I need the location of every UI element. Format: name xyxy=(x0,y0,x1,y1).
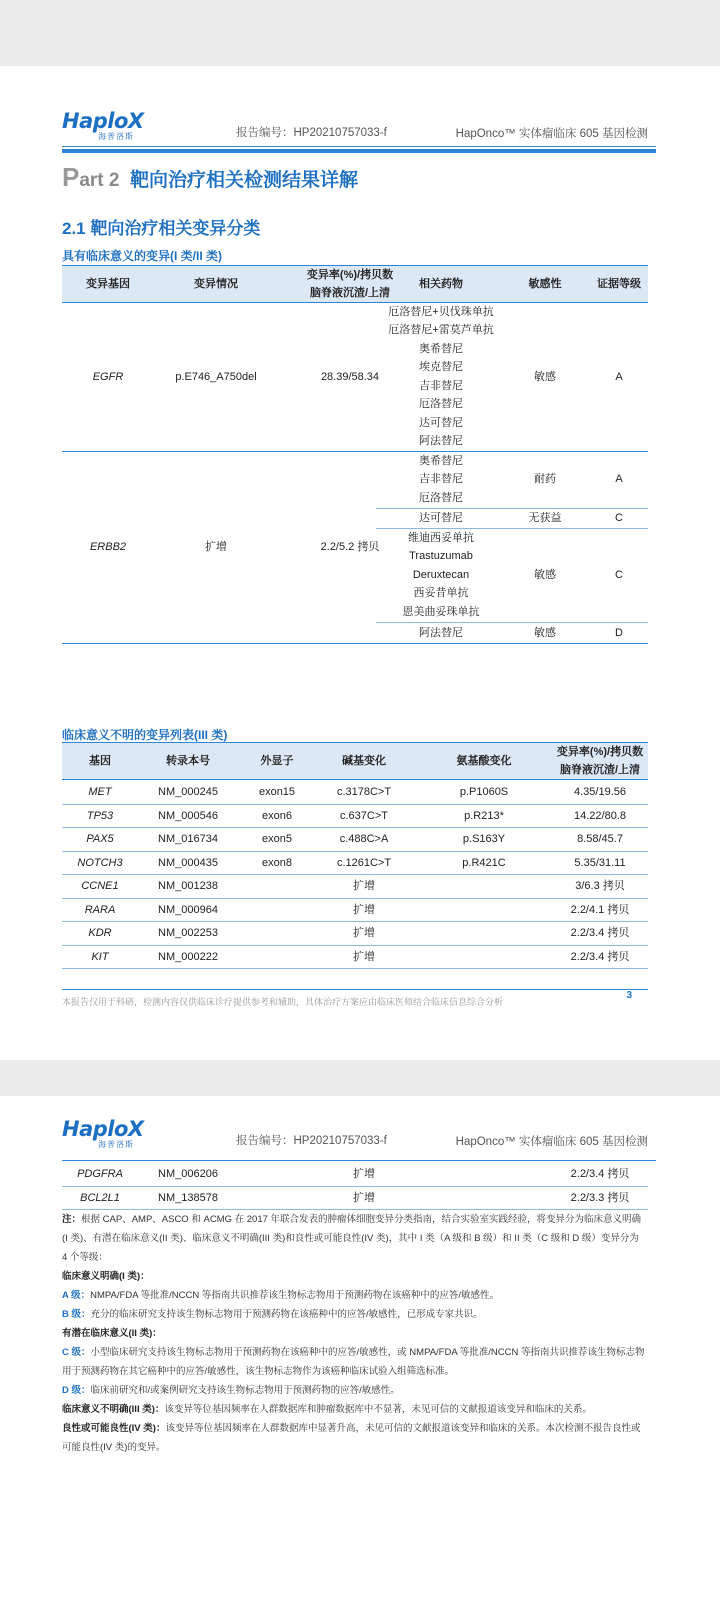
row-divider xyxy=(62,898,648,899)
cell-transcript: NM_001238 xyxy=(158,880,218,892)
subrow-divider xyxy=(376,622,648,623)
cell-rate: 2.2/3.4 拷贝 xyxy=(570,950,630,963)
page-header xyxy=(62,110,656,152)
page-header xyxy=(62,1118,656,1160)
header-divider-thin xyxy=(62,1160,656,1161)
haplox-logo xyxy=(62,110,152,146)
cell-aa-change: p.S163Y xyxy=(462,833,506,845)
erbb2-gene: ERBB2 xyxy=(89,541,127,553)
erbb2-drug: 西妥昔单抗 xyxy=(413,587,469,599)
cell-gene: KDR xyxy=(88,927,112,939)
egfr-drug: 吉非替尼 xyxy=(419,380,463,392)
th-variant: 变异情况 xyxy=(194,278,238,290)
cat4-title: 良性或可能良性(IV 类)： xyxy=(62,1423,166,1434)
cell-exon: exon8 xyxy=(262,856,292,869)
cell-base-change: 扩增 xyxy=(353,950,375,963)
erbb2-drug: 恩美曲妥珠单抗 xyxy=(402,606,480,618)
part-title-initial: P xyxy=(62,162,80,192)
cell-transcript: NM_000435 xyxy=(158,856,218,869)
grade-b-label: B 级： xyxy=(62,1309,91,1320)
part-title-number: art 2 xyxy=(79,170,120,191)
egfr-drug: 埃克替尼 xyxy=(419,361,463,373)
egfr-drug: 阿法替尼 xyxy=(419,435,463,447)
cell-rate: 5.35/31.11 xyxy=(574,856,626,869)
cell-base-change: c.1261C>T xyxy=(336,856,392,869)
th-base-change: 碱基变化 xyxy=(342,755,386,767)
egfr-drug: 厄洛替尼 xyxy=(419,398,463,410)
erbb2-drug: 阿法替尼 xyxy=(419,627,463,639)
erbb2-drug: 奥希替尼 xyxy=(419,455,463,467)
egfr-drug: 达可替尼 xyxy=(419,417,463,429)
cell-transcript: NM_016734 xyxy=(158,833,218,845)
cell-rate: 2.2/3.4 拷贝 xyxy=(570,927,630,939)
cell-rate: 4.35/19.56 xyxy=(574,786,626,798)
table-bottom-border xyxy=(62,643,648,644)
cell-transcript: NM_000964 xyxy=(158,903,218,916)
cell-gene: RARA xyxy=(84,903,116,916)
cell-transcript: NM_000546 xyxy=(158,809,218,822)
cell-gene: BCL2L1 xyxy=(80,1191,120,1204)
cell-exon: exon15 xyxy=(258,786,296,798)
erbb2-grade: C xyxy=(615,569,623,581)
row-divider xyxy=(62,921,648,922)
row-divider xyxy=(62,827,648,828)
footer-divider xyxy=(62,989,648,990)
cell-gene: MET xyxy=(88,786,112,798)
cell-base-change: 扩增 xyxy=(353,903,375,916)
part-title-text: 靶向治疗相关检测结果详解 xyxy=(130,170,359,191)
cat3-text: 该变异等位基因频率在人群数据库和肿瘤数据库中不显著，未见可信的文献报道该变异和临床的关系。 xyxy=(164,1404,592,1415)
haplox-logo xyxy=(62,1118,152,1154)
th-aa-change: 氨基酸变化 xyxy=(456,755,512,767)
cell-base-change: c.3178C>T xyxy=(336,786,392,798)
cell-base-change: 扩增 xyxy=(353,1168,375,1180)
part-title xyxy=(62,162,358,193)
erbb2-sensitivity: 敏感 xyxy=(534,569,556,581)
row-divider xyxy=(62,1186,648,1187)
th-transcript: 转录本号 xyxy=(166,755,210,767)
grade-b-text: 充分的临床研究支持该生物标志物用于预测药物在该癌种中的应答/敏感性，已形成专家共识。 xyxy=(90,1309,483,1320)
erbb2-grade: C xyxy=(615,512,623,524)
th-gene: 基因 xyxy=(89,755,111,767)
cell-transcript: NM_006206 xyxy=(158,1168,218,1180)
note-label: 注： xyxy=(62,1214,82,1225)
cell-rate: 2.2/3.4 拷贝 xyxy=(570,1168,630,1180)
th-rate-line2: 脑脊液沉渣/上清 xyxy=(559,764,641,776)
erbb2-rate: 2.2/5.2 拷贝 xyxy=(320,541,380,553)
cell-rate: 2.2/4.1 拷贝 xyxy=(570,903,630,916)
header-divider-thick xyxy=(62,149,656,153)
footer-disclaimer: 本报告仅用于科研，检测内容仅供临床诊疗提供参考和辅助，具体治疗方案应由临床医师结合临床信息综合分析 xyxy=(62,997,504,1007)
row-divider xyxy=(62,451,648,452)
cell-transcript: NM_138578 xyxy=(158,1191,218,1204)
cell-gene: KIT xyxy=(91,950,109,963)
logo-text: HaploX xyxy=(62,1117,144,1141)
grade-d-label: D 级： xyxy=(62,1385,91,1396)
cell-base-change: 扩增 xyxy=(353,927,375,939)
th-exon: 外显子 xyxy=(260,755,294,767)
cell-rate: 8.58/45.7 xyxy=(577,833,623,845)
th-rate xyxy=(552,742,648,780)
egfr-rate: 28.39/58.34 xyxy=(320,371,380,383)
note-text: 根据 CAP、AMP、ASCO 和 ACMG 在 2017 年联合发表的肿瘤体细胞变异分类指南，结合实验室实践经验，将变异分为临床意义明确(I 类)、有潜在临床意义(II 类)、临床意义不明确(III 类)和良性或可能良性(IV 类)，其中 I 类（A 级和 B 级）和 II 类（C 级和 D 级）变异分为 4 个等级： xyxy=(62,1214,642,1263)
cell-exon: exon5 xyxy=(262,833,292,845)
erbb2-sensitivity: 敏感 xyxy=(534,627,556,639)
egfr-gene: EGFR xyxy=(92,371,124,383)
row-divider xyxy=(62,968,648,969)
row-divider xyxy=(62,874,648,875)
cat2-title: 有潜在临床意义(II 类)： xyxy=(62,1328,162,1339)
cell-rate: 2.2/3.3 拷贝 xyxy=(570,1191,630,1204)
cell-gene: PDGFRA xyxy=(77,1168,123,1180)
cell-gene: CCNE1 xyxy=(81,880,119,892)
egfr-drug: 厄洛替尼+贝伐珠单抗 xyxy=(388,306,494,318)
erbb2-drug: 达可替尼 xyxy=(419,512,463,524)
cat3-title: 临床意义不明确(III 类)： xyxy=(62,1404,165,1415)
erbb2-drug: Deruxtecan xyxy=(412,569,470,581)
cell-transcript: NM_000245 xyxy=(158,786,218,798)
th-rate-line1: 变异率(%)/拷贝数 xyxy=(306,269,394,281)
report-page-1 xyxy=(0,66,720,1060)
report-number: 报告编号：HP20210757033-f xyxy=(236,1135,387,1147)
erbb2-drug: 维迪西妥单抗 xyxy=(408,532,474,544)
erbb2-grade: A xyxy=(615,473,623,485)
erbb2-variant: 扩增 xyxy=(205,541,227,553)
th-grade: 证据等级 xyxy=(597,278,641,290)
cell-gene: NOTCH3 xyxy=(77,856,123,869)
th-rate-line2: 脑脊液沉渣/上清 xyxy=(309,287,391,299)
logo-subtext: 海普洛斯 xyxy=(98,132,134,141)
cell-aa-change: p.R421C xyxy=(462,856,506,869)
egfr-drug: 奥希替尼 xyxy=(419,343,463,355)
logo-subtext: 海普洛斯 xyxy=(98,1140,134,1149)
cell-transcript: NM_002253 xyxy=(158,927,218,939)
cell-gene: TP53 xyxy=(86,809,114,822)
grade-a-label: A 级： xyxy=(62,1290,91,1301)
product-name: HapOnco™ 实体瘤临床 605 基因检测 xyxy=(455,1136,648,1148)
table1-subtitle: 具有临床意义的变异(I 类/II 类) xyxy=(62,249,222,263)
cell-base-change: c.637C>T xyxy=(340,809,388,822)
cat1-title: 临床意义明确(I 类)： xyxy=(62,1271,150,1282)
cell-aa-change: p.R213* xyxy=(464,809,504,822)
row-divider xyxy=(62,851,648,852)
cell-exon: exon6 xyxy=(262,809,292,822)
grade-d-text: 临床前研究和/或案例研究支持该生物标志物用于预测药物的应答/敏感性。 xyxy=(90,1385,400,1396)
erbb2-drug: Trastuzumab xyxy=(409,550,473,562)
report-page-2 xyxy=(0,1096,720,1600)
report-number: 报告编号：HP20210757033-f xyxy=(236,127,387,139)
cat4-text: 该变异等位基因频率在人群数据库中显著升高，未见可信的文献报道该变异和临床的关系。本次检测不报告良性或可能良性(IV 类)的变异。 xyxy=(62,1423,641,1453)
row-divider xyxy=(62,945,648,946)
egfr-variant: p.E746_A750del xyxy=(175,371,257,383)
page-number: 3 xyxy=(626,990,632,1001)
th-drug: 相关药物 xyxy=(419,278,463,290)
erbb2-grade: D xyxy=(615,627,623,639)
cell-aa-change: p.P1060S xyxy=(459,786,509,798)
erbb2-sensitivity: 无获益 xyxy=(528,512,562,524)
th-gene: 变异基因 xyxy=(86,278,130,290)
egfr-drug: 厄洛替尼+雷莫芦单抗 xyxy=(388,324,494,336)
logo-text: HaploX xyxy=(62,109,144,133)
grade-c-label: C 级： xyxy=(62,1347,91,1358)
grade-c-text: 小型临床研究支持该生物标志物用于预测药物在该癌种中的应答/敏感性，或 NMPA/FDA 等批准/NCCN 等指南共识推荐该生物标志物用于预测药物在其它癌种中的应答/敏感性，该生物标志物作为该癌种临床试验入组筛选标准。 xyxy=(62,1347,645,1377)
cell-base-change: 扩增 xyxy=(353,1191,375,1204)
cell-base-change: 扩增 xyxy=(353,880,375,892)
th-rate-line1: 变异率(%)/拷贝数 xyxy=(556,746,644,758)
cell-rate: 3/6.3 拷贝 xyxy=(575,880,625,892)
erbb2-drug: 吉非替尼 xyxy=(419,473,463,485)
egfr-sensitivity: 敏感 xyxy=(534,371,556,383)
classification-notes xyxy=(62,1210,646,1457)
table2-subtitle: 临床意义不明的变异列表(III 类) xyxy=(62,728,228,742)
cell-gene: PAX5 xyxy=(86,833,114,845)
erbb2-sensitivity: 耐药 xyxy=(534,473,556,485)
row-divider xyxy=(62,804,648,805)
th-sensitivity: 敏感性 xyxy=(528,278,562,290)
cell-transcript: NM_000222 xyxy=(158,950,218,963)
grade-a-text: NMPA/FDA 等批准/NCCN 等指南共识推荐该生物标志物用于预测药物在该癌种中的应答/敏感性。 xyxy=(90,1290,500,1301)
cell-base-change: c.488C>A xyxy=(339,833,389,845)
section-title: 2.1 靶向治疗相关变异分类 xyxy=(62,219,261,238)
egfr-grade: A xyxy=(615,371,623,383)
header-divider-thin xyxy=(62,146,656,147)
product-name: HapOnco™ 实体瘤临床 605 基因检测 xyxy=(455,128,648,140)
erbb2-drug: 厄洛替尼 xyxy=(419,492,463,504)
cell-rate: 14.22/80.8 xyxy=(574,809,626,822)
